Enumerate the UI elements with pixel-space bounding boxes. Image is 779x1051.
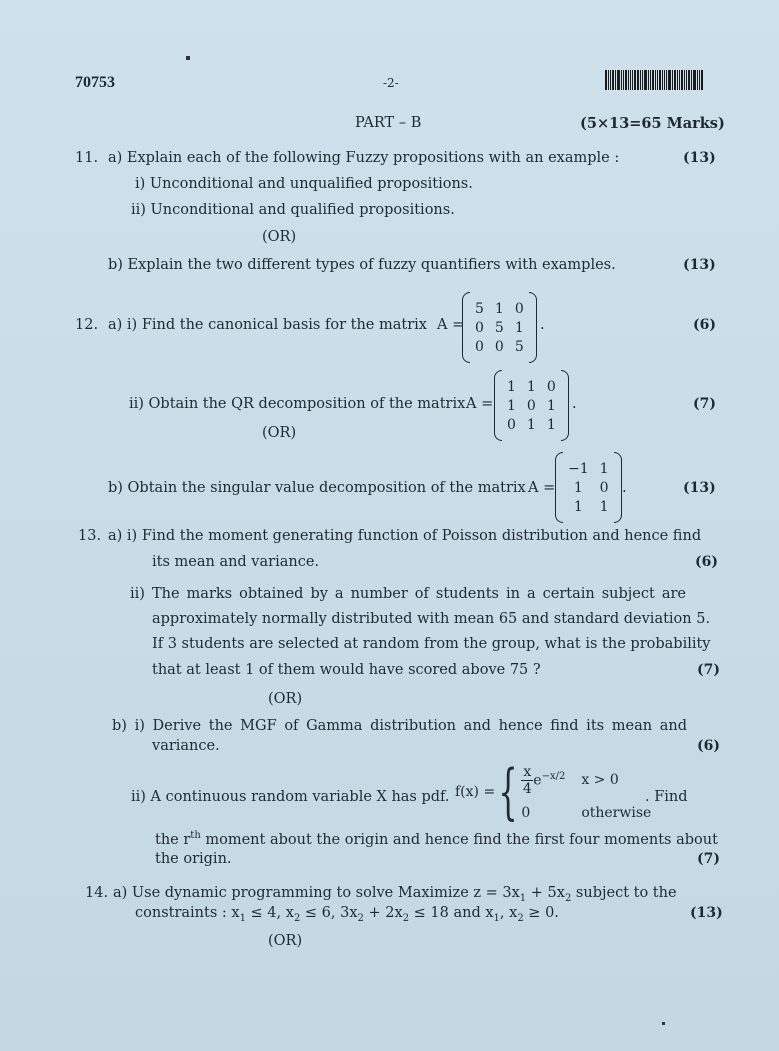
q14-or: (OR) (268, 933, 303, 949)
matrix-cell: 1 (526, 378, 536, 395)
q13-b-i-marks: (6) (697, 738, 720, 754)
matrix-grid (563, 461, 614, 515)
q14-a-marks: (13) (690, 905, 723, 921)
barcode-bar (605, 70, 607, 90)
pdf-fraction (521, 764, 533, 797)
q13-b-ii-line3: the origin. (155, 851, 232, 867)
matrix-3 (555, 452, 622, 523)
matrix-cell: 1 (599, 460, 609, 477)
pdf-case1-expr (521, 764, 565, 797)
barcode-bar (615, 70, 616, 90)
matrix-right-bracket (561, 370, 569, 441)
q12-a-ii-text: ii) Obtain the QR decomposition of the matrix (129, 396, 466, 412)
q12-b-eq: A = (528, 480, 556, 496)
barcode-bar (655, 70, 656, 90)
pdf-exp-base: e (533, 772, 542, 788)
q14-l2-pre: constraints : x (135, 905, 240, 921)
matrix-cell: 0 (546, 378, 556, 395)
q11-a-marks: (13) (683, 150, 716, 166)
barcode-bar (640, 70, 641, 90)
barcode-bar (610, 70, 611, 90)
barcode-bar (608, 70, 609, 90)
barcode-bar (612, 70, 614, 90)
barcode-bar (623, 70, 624, 90)
pdf-brace: { (498, 757, 518, 827)
barcode-bar (684, 70, 685, 90)
barcode-bar (701, 70, 703, 90)
barcode-bar (691, 70, 692, 90)
q12-b-period: . (622, 480, 627, 496)
q14-l1-sub1: 1 (519, 892, 527, 904)
q11-b-text: b) Explain the two different types of fuzzy quantifiers with examples. (108, 257, 616, 273)
page-number: -2- (383, 76, 399, 90)
matrix-cell: 1 (507, 378, 516, 395)
q13-b-ii-line2-pre: the r (155, 831, 191, 848)
q12-a-ii-period: . (572, 396, 577, 412)
pdf-case2-cond: otherwise (581, 804, 652, 821)
q13-a-i-line2: its mean and variance. (152, 554, 320, 570)
barcode-bar (628, 70, 629, 90)
q11-a-text: a) Explain each of the following Fuzzy propositions with an example : (108, 150, 620, 166)
pdf-numerator: x (523, 763, 532, 780)
speck (186, 56, 190, 60)
q14-l1-pre: a) Use dynamic programming to solve Maximize z = 3x (113, 885, 520, 901)
barcode-bar (632, 70, 633, 90)
matrix-1 (462, 292, 537, 363)
q11-b-marks: (13) (683, 257, 716, 273)
matrix-cell: 0 (599, 479, 609, 496)
part-marks: (5×13=65 Marks) (580, 115, 725, 132)
q14-l1-sub2: 2 (564, 892, 572, 904)
barcode-bar (693, 70, 696, 90)
matrix-cell: 1 (546, 416, 556, 433)
barcode-bar (634, 70, 636, 90)
matrix-grid (502, 379, 561, 433)
barcode-bar (679, 70, 680, 90)
q14-l2-sub-b: 2 (293, 912, 301, 924)
q14-l2-p5: , x (499, 905, 518, 921)
barcode-bar (659, 70, 661, 90)
matrix-cell: 1 (573, 498, 583, 515)
barcode-bar (688, 70, 690, 90)
q13-a-i-marks: (6) (695, 554, 718, 570)
q14-a-line2 (135, 905, 559, 924)
matrix-cell: 5 (514, 338, 524, 355)
matrix-cell: 0 (514, 300, 524, 317)
matrix-grid (470, 301, 529, 355)
q13-number: 13. (78, 528, 102, 544)
q13-b-i-line2: variance. (152, 738, 220, 754)
q13-a-ii-marks: (7) (697, 662, 720, 678)
matrix-cell: 1 (507, 397, 516, 414)
q13-b-ii-line2-post: moment about the origin and hence find the first four moments about (200, 831, 718, 848)
matrix-right-bracket (529, 292, 537, 363)
matrix-cell: 0 (507, 416, 516, 433)
q12-number: 12. (75, 317, 99, 333)
q12-a-ii-eq: A = (466, 396, 494, 412)
matrix-cell: 1 (526, 416, 536, 433)
barcode-bar (662, 70, 663, 90)
q14-l2-p2: ≤ 6, 3x (300, 905, 358, 921)
barcode-bar (674, 70, 676, 90)
q14-l2-p6: ≥ 0. (523, 905, 559, 921)
q12-b-marks: (13) (683, 480, 716, 496)
matrix-2 (494, 370, 569, 441)
matrix-cell: 1 (546, 397, 556, 414)
q13-b-ii-find: . Find (645, 789, 688, 805)
q14-a-line1 (113, 885, 677, 904)
barcode-bar (642, 70, 643, 90)
barcode-bar (681, 70, 683, 90)
q13-b-i-line1: b) i) Derive the MGF of Gamma distribution and hence find its mean and (112, 718, 687, 734)
barcode (605, 70, 704, 90)
matrix-cell: 5 (475, 300, 484, 317)
q14-l2-sub-d: 2 (402, 912, 410, 924)
matrix-cell: −1 (568, 460, 589, 477)
q14-l2-p3: + 2x (363, 905, 403, 921)
matrix-left-bracket (555, 452, 563, 523)
q13-b-ii-line2 (155, 830, 718, 848)
q13-b-ii-text: ii) A continuous random variable X has pdf. (131, 789, 450, 805)
matrix-right-bracket (614, 452, 622, 523)
barcode-bar (672, 70, 673, 90)
q14-l2-sub-a: 1 (239, 912, 246, 924)
q13-b-ii-line2-sup: th (190, 830, 201, 841)
matrix-cell: 0 (494, 338, 504, 355)
barcode-bar (699, 70, 700, 90)
pdf-case2-expr: 0 (521, 804, 531, 821)
matrix-cell: 1 (494, 300, 504, 317)
q13-a-ii-line2: approximately normally distributed with mean 65 and standard deviation 5. (152, 611, 711, 627)
speck (662, 1022, 665, 1025)
matrix-cell: 0 (526, 397, 536, 414)
matrix-cell: 0 (475, 319, 484, 336)
q11-number: 11. (75, 150, 99, 166)
pdf-exponent: −x/2 (541, 770, 566, 782)
matrix-cell: 1 (599, 498, 609, 515)
q12-b-text: b) Obtain the singular value decomposition of the matrix (108, 480, 526, 496)
q14-l2-sub-c: 2 (357, 912, 364, 924)
barcode-bar (637, 70, 639, 90)
q14-l1-post: subject to the (571, 885, 677, 901)
part-title: PART – B (355, 115, 422, 131)
barcode-bar (617, 70, 620, 90)
barcode-bar (677, 70, 678, 90)
barcode-bar (664, 70, 665, 90)
q13-or: (OR) (268, 691, 303, 707)
matrix-left-bracket (462, 292, 470, 363)
q13-a-ii-line3: If 3 students are selected at random from the group, what is the probability (152, 636, 711, 652)
matrix-cell: 1 (514, 319, 524, 336)
barcode-bar (697, 70, 698, 90)
q12-a-i-text: a) i) Find the canonical basis for the matrix (108, 317, 427, 333)
pdf-fx: f(x) = (455, 784, 496, 800)
q14-l2-sub-f: 2 (517, 912, 524, 924)
paper-code: 70753 (75, 74, 115, 91)
q14-number: 14. (85, 885, 109, 901)
q13-a-i-line1: a) i) Find the moment generating function of Poisson distribution and hence find (108, 528, 702, 544)
q14-l1-mid: + 5x (526, 885, 565, 901)
q12-a-i-eq: A = (437, 317, 465, 333)
matrix-cell: 5 (494, 319, 504, 336)
q12-or: (OR) (262, 425, 297, 441)
q12-a-i-marks: (6) (693, 317, 716, 333)
q13-a-ii-line4: that at least 1 of them would have scored above 75 ? (152, 662, 541, 678)
matrix-left-bracket (494, 370, 502, 441)
matrix-cell: 0 (475, 338, 484, 355)
barcode-bar (648, 70, 649, 90)
q11-or: (OR) (262, 229, 297, 245)
barcode-bar (625, 70, 627, 90)
q12-a-i-period: . (540, 317, 545, 333)
q14-l2-p1: ≤ 4, x (245, 905, 294, 921)
q11-a-i: i) Unconditional and unqualified propositions. (135, 176, 473, 192)
q11-a-ii: ii) Unconditional and qualified propositions. (131, 202, 455, 218)
barcode-bar (657, 70, 658, 90)
barcode-bar (652, 70, 654, 90)
q13-b-ii-marks: (7) (697, 851, 720, 867)
pdf-cases (521, 764, 651, 821)
pdf-denominator: 4 (522, 780, 532, 797)
pdf-definition (455, 757, 652, 827)
barcode-bar (686, 70, 687, 90)
matrix-cell: 1 (573, 479, 583, 496)
barcode-bar (630, 70, 631, 90)
q13-a-ii-line1: ii) The marks obtained by a number of students in a certain subject are (130, 586, 686, 602)
q14-l2-p4: ≤ 18 and x (409, 905, 494, 921)
q12-a-ii-marks: (7) (693, 396, 716, 412)
barcode-bar (666, 70, 667, 90)
pdf-case1-cond: x > 0 (581, 772, 619, 788)
barcode-bar (621, 70, 622, 90)
barcode-bar (668, 70, 671, 90)
q14-l2-sub-e: 1 (493, 912, 500, 924)
barcode-bar (650, 70, 651, 90)
barcode-bar (644, 70, 647, 90)
